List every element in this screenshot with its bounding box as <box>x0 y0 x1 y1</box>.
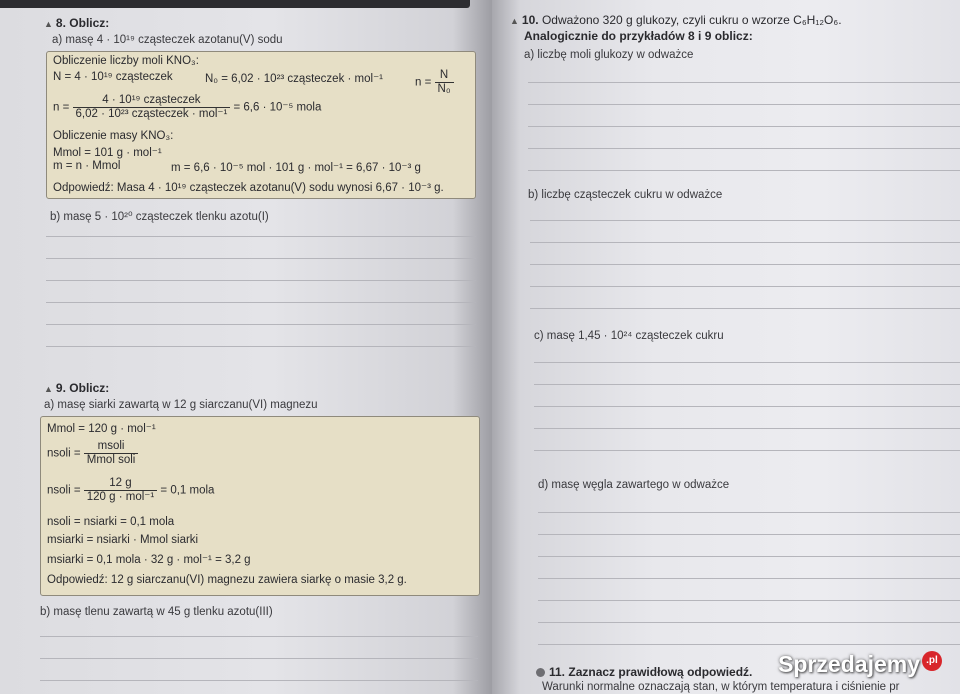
answer-line <box>534 362 960 363</box>
answer-line <box>46 280 476 281</box>
answer-line <box>528 104 960 105</box>
answer-line <box>538 644 960 645</box>
exercise-8-task-a: a) masę 4 · 10¹⁹ cząsteczek azotanu(V) sodu <box>52 34 283 46</box>
answer-line <box>538 534 960 535</box>
triangle-icon: ▲ <box>510 16 519 26</box>
answer-line <box>538 600 960 601</box>
exercise-10-task-d: d) masę węgla zawartego w odważce <box>538 479 730 491</box>
n-salt-calculation: nsoli = $\frac{12 g}{\text{120 g · mol⁻¹}}$ = 0,1 mola <box>47 477 215 503</box>
answer-line <box>538 622 960 623</box>
answer-line <box>528 126 960 127</box>
exercise-8-heading: ▲ 8. Oblicz: <box>44 16 110 30</box>
exercise-10-task-b: b) liczbę cząsteczek cukru w odważce <box>528 189 723 201</box>
triangle-icon: ▲ <box>44 19 53 29</box>
answer-line <box>534 406 960 407</box>
right-page <box>492 0 960 694</box>
exercise-11-heading: 11. Zaznacz prawidłową odpowiedź. <box>536 665 752 679</box>
answer-line <box>538 512 960 513</box>
exercise-10-intro: ▲ 10. Odważono 320 g glukozy, czyli cukru o wzorze C₆H₁₂O₆. <box>510 13 842 27</box>
top-edge-strip <box>0 0 470 8</box>
exercise-11-text: Warunki normalne oznaczają stan, w którym temperatura i ciśnienie pr <box>542 681 900 693</box>
triangle-icon: ▲ <box>44 384 53 394</box>
answer-line <box>530 286 960 287</box>
answer-line <box>40 636 478 637</box>
answer-line <box>46 324 476 325</box>
exercise-10-instruction: Analogicznie do przykładów 8 i 9 oblicz: <box>524 29 753 43</box>
answer-line <box>46 346 476 347</box>
exercise-8-task-b: b) masę 5 · 10²⁰ cząsteczek tlenku azotu(I) <box>50 211 269 223</box>
answer-line <box>46 236 476 237</box>
answer-line <box>538 578 960 579</box>
answer-line <box>534 450 960 451</box>
exercise-10-task-a: a) liczbę moli glukozy w odważce <box>524 49 694 61</box>
answer-line <box>46 258 476 259</box>
answer-line <box>530 308 960 309</box>
n-salt-formula: nsoli = $\frac{\text{msoli}}{\text{Mmol soli}}$ <box>47 440 138 467</box>
answer-line <box>40 658 478 659</box>
answer-line <box>538 556 960 557</box>
answer-line <box>530 264 960 265</box>
answer-line <box>46 302 476 303</box>
answer-line <box>528 148 960 149</box>
watermark-logo: Sprzedajemy .pl <box>778 651 942 678</box>
answer-line <box>530 220 960 221</box>
answer-line <box>534 428 960 429</box>
answer-line <box>528 170 960 171</box>
bullet-dot-icon <box>536 668 545 677</box>
exercise-8-solution-box: Obliczenie liczby moli KNO₃: N = 4 · 10¹⁹ cząsteczek N₀ = 6,02 · 10²³ cząsteczek · mol⁻¹ n = $\frac{N}{\text{N₀}}$ n = $\frac{\text{4 · 10¹⁹ cząsteczek}}{\text{6,02 · 10²³ cząsteczek · mol⁻¹}}$ = 6,6 · 10⁻⁵ mola Obliczenie masy KNO₃: Mmol = 101 g · mol⁻¹ m = n · Mmol m = 6,6 · 10⁻⁵ mol · 101 g · mol⁻¹ = 6,67 · 10⁻³ g Odpowiedź: Masa 4 · 10¹⁹ cząsteczek azotanu(V) sodu wynosi 6,67 · 10⁻³ g. <box>46 51 476 199</box>
exercise-9-task-b: b) masę tlenu zawartą w 45 g tlenku azotu(III) <box>40 606 273 618</box>
exercise-9-task-a: a) masę siarki zawartą w 12 g siarczanu(VI) magnezu <box>44 399 318 411</box>
answer-line <box>40 680 478 681</box>
answer-line <box>530 242 960 243</box>
exercise-10-task-c: c) masę 1,45 · 10²⁴ cząsteczek cukru <box>534 330 724 342</box>
answer-line <box>534 384 960 385</box>
n-formula: n = $\frac{N}{\text{N₀}}$ <box>415 69 454 96</box>
answer-line <box>528 82 960 83</box>
n-calculation: n = $\frac{\text{4 · 10¹⁹ cząsteczek}}{\text{6,02 · 10²³ cząsteczek · mol⁻¹}}$ = 6,6 · 10⁻⁵ mola <box>53 94 322 120</box>
exercise-9-solution-box: Mmol = 120 g · mol⁻¹ nsoli = $\frac{\text{msoli}}{\text{Mmol soli}}$ nsoli = $\frac{12 g}{\text{120 g · mol⁻¹}}$ = 0,1 mola nsoli = nsiarki = 0,1 mola msiarki = nsiarki · Mmol siarki msiarki = 0,1 mola · 32 g · mol⁻¹ = 3,2 g Odpowiedź: 12 g siarczanu(VI) magnezu zawiera siarkę o masie 3,2 g. <box>40 416 480 596</box>
exercise-9-heading: ▲ 9. Oblicz: <box>44 381 110 395</box>
